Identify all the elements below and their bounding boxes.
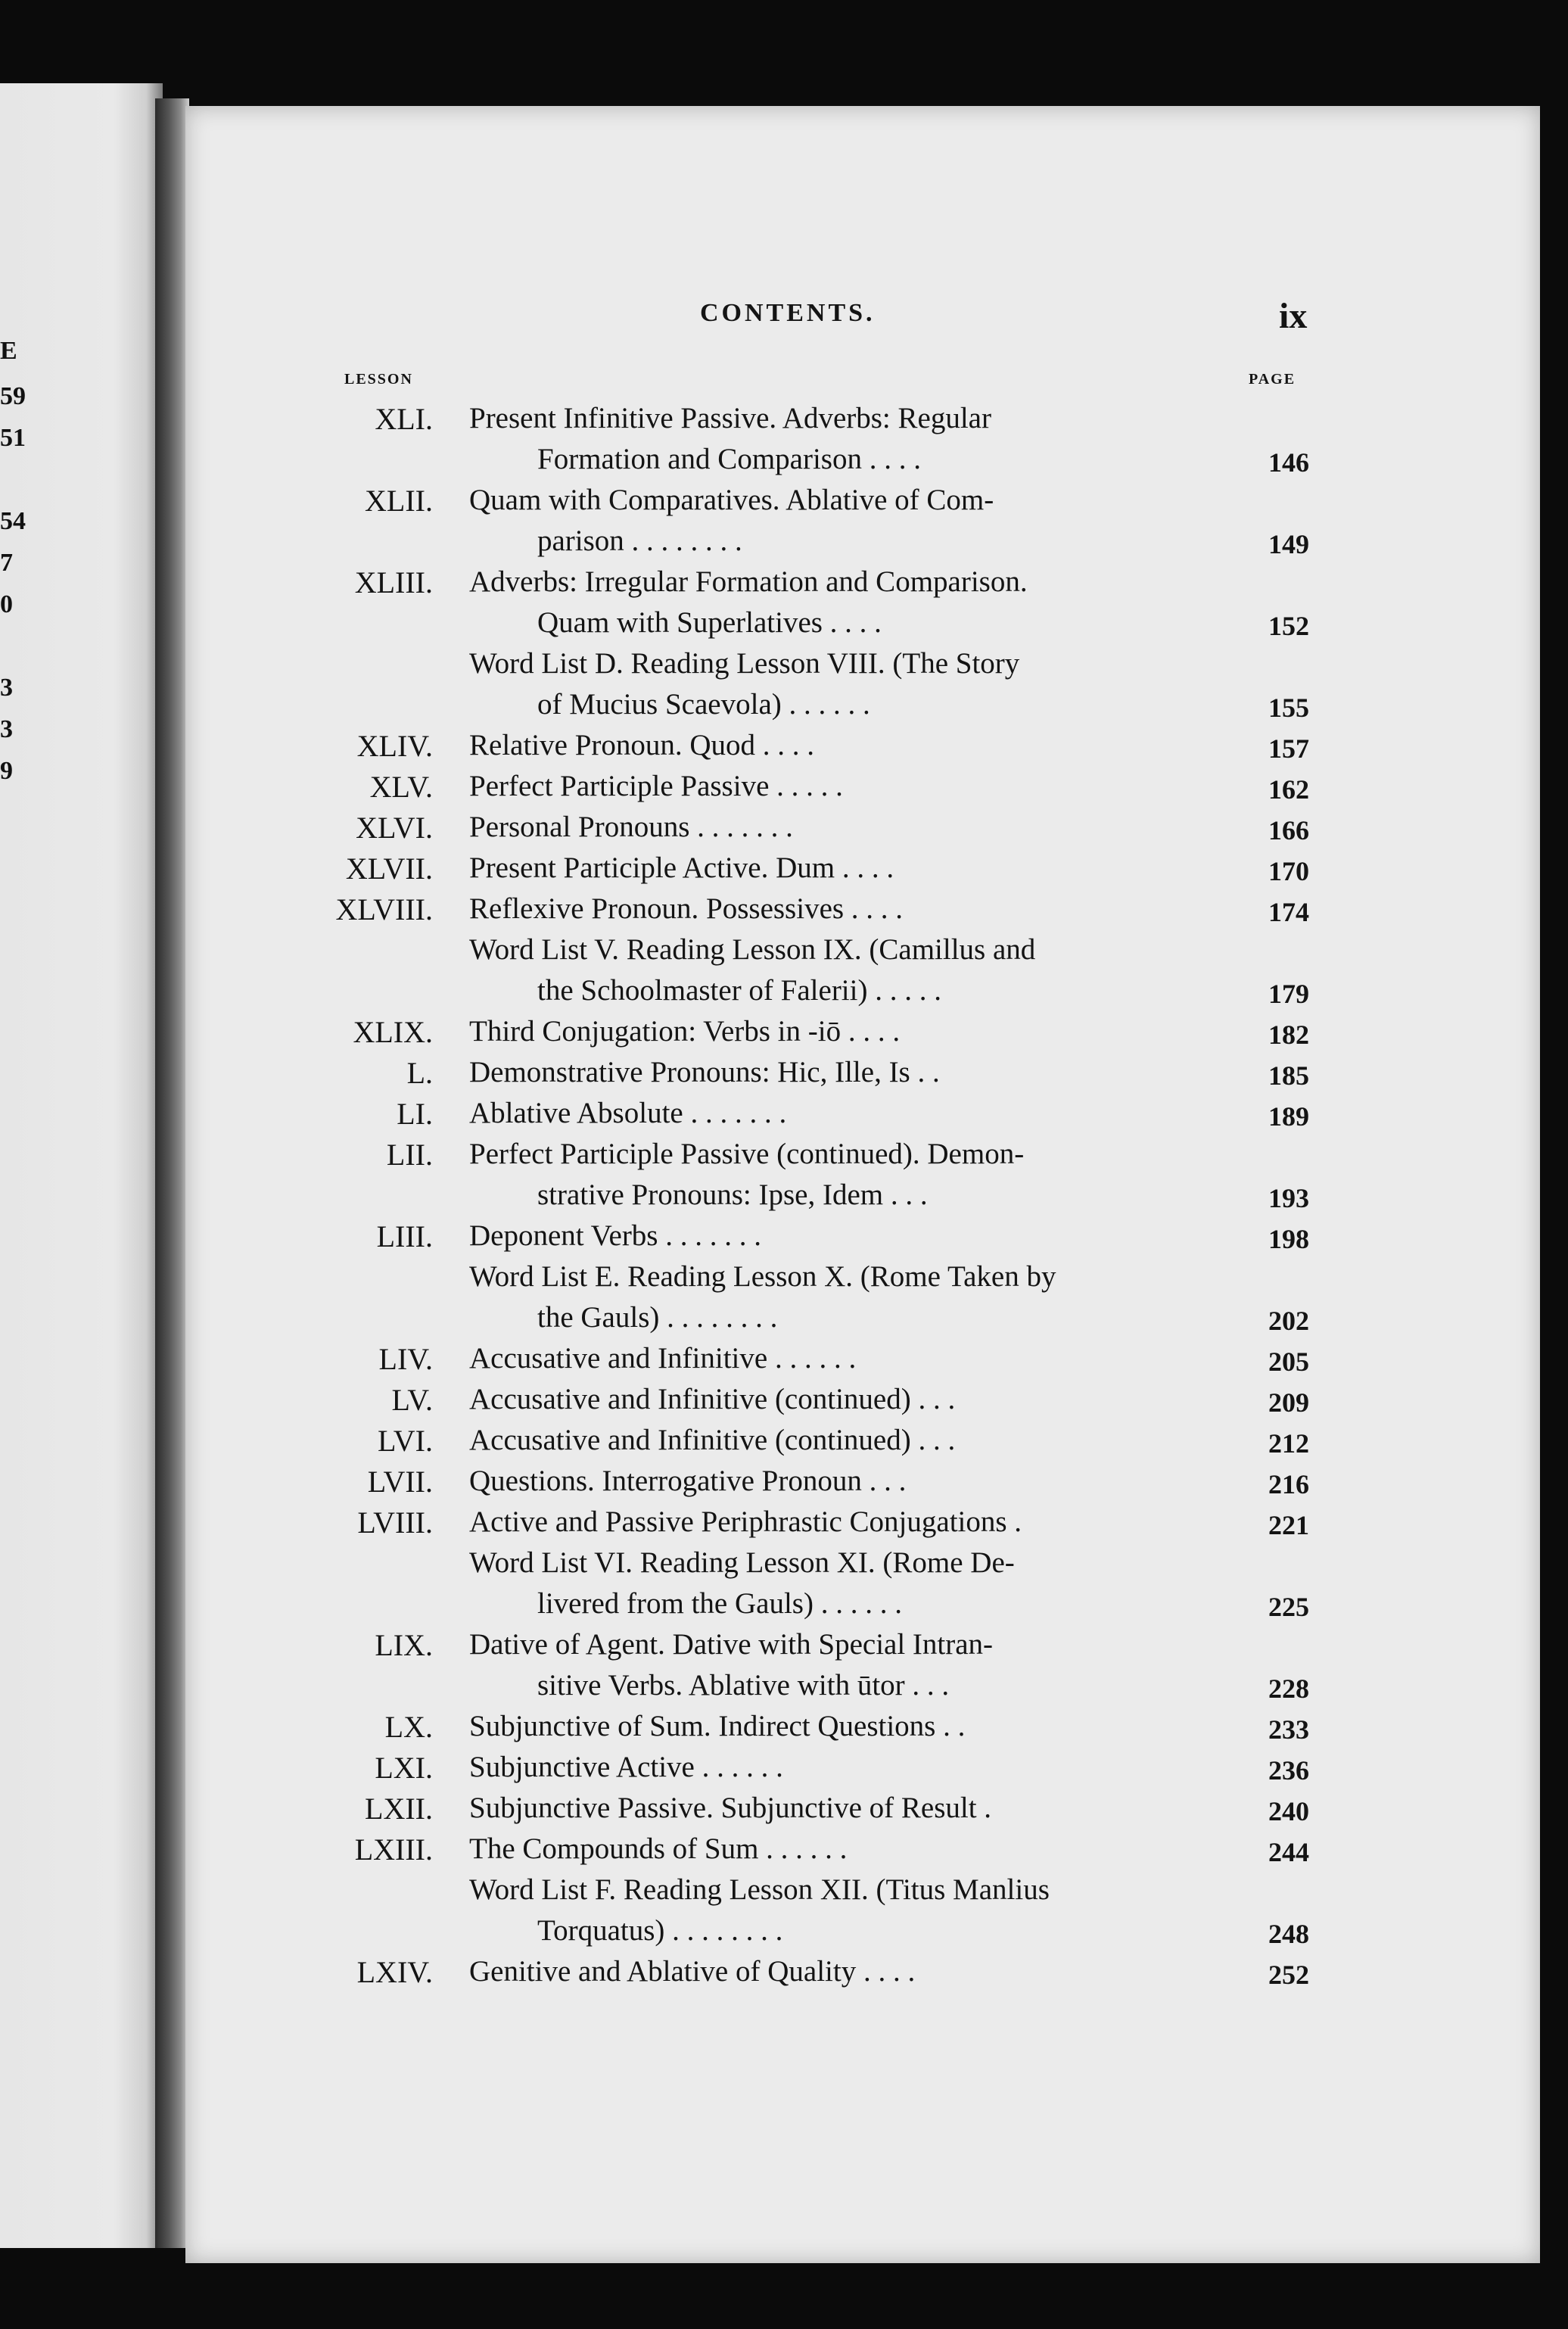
page-reference: 212 <box>1268 1428 1309 1459</box>
lesson-title-line: the Schoolmaster of Falerii) . . . . . <box>537 974 941 1007</box>
toc-line <box>0 933 1568 975</box>
lesson-title-line: The Compounds of Sum . . . . . . <box>469 1832 848 1865</box>
lesson-title-line: Word List E. Reading Lesson X. (Rome Taken by <box>469 1260 1056 1293</box>
page-reference: 225 <box>1268 1592 1309 1622</box>
lesson-number: LIII. <box>376 1219 433 1253</box>
lesson-title-line: Quam with Superlatives . . . . <box>537 606 882 639</box>
toc-line <box>0 1913 1568 1956</box>
lesson-title-line: parison . . . . . . . . <box>537 525 742 557</box>
lesson-number: LI. <box>397 1097 433 1131</box>
toc-line <box>0 401 1568 444</box>
toc-line <box>0 646 1568 689</box>
page-reference: 152 <box>1268 611 1309 641</box>
page-reference: 146 <box>1268 447 1309 478</box>
toc-line <box>0 1464 1568 1506</box>
lesson-title-line: Word List V. Reading Lesson IX. (Camillus and <box>469 933 1036 966</box>
lesson-number: XLVII. <box>345 852 433 886</box>
lesson-title-line: Dative of Agent. Dative with Special Intran- <box>469 1628 994 1661</box>
page-reference: 236 <box>1268 1755 1309 1786</box>
page-reference: 198 <box>1268 1224 1309 1254</box>
toc-line <box>0 1505 1568 1547</box>
toc-line <box>0 973 1568 1016</box>
lesson-title-line: Demonstrative Pronouns: Hic, Ille, Is . . <box>469 1056 940 1088</box>
left-page-fragment: 0 <box>0 590 13 618</box>
toc-line <box>0 1382 1568 1424</box>
lesson-number: LVI. <box>378 1424 433 1458</box>
lesson-title-line: the Gauls) . . . . . . . . <box>537 1301 778 1334</box>
page-reference: 221 <box>1268 1510 1309 1540</box>
left-page-fragment: 7 <box>0 549 13 577</box>
lesson-title-line: Word List VI. Reading Lesson XI. (Rome De- <box>469 1546 1015 1579</box>
lesson-title-line: Subjunctive Active . . . . . . <box>469 1751 783 1783</box>
page-reference: 233 <box>1268 1714 1309 1745</box>
lesson-number: XLVI. <box>356 811 433 845</box>
lesson-title-line: Torquatus) . . . . . . . . <box>537 1914 783 1947</box>
toc-line <box>0 1709 1568 1751</box>
page-reference: 205 <box>1268 1347 1309 1377</box>
toc-line <box>0 1178 1568 1220</box>
toc-line <box>0 1954 1568 1997</box>
left-page-fragment: 59 <box>0 382 26 410</box>
toc-line <box>0 1137 1568 1179</box>
lesson-title-line: Accusative and Infinitive (continued) . . . <box>469 1424 956 1456</box>
page-reference: 244 <box>1268 1837 1309 1867</box>
toc-line <box>0 1832 1568 1874</box>
lesson-title-line: Word List D. Reading Lesson VIII. (The Story <box>469 647 1020 680</box>
toc-line <box>0 1300 1568 1343</box>
lesson-number: LVIII. <box>357 1505 433 1540</box>
toc-line <box>0 1259 1568 1302</box>
page-reference: 228 <box>1268 1674 1309 1704</box>
left-page-fragment: 54 <box>0 507 26 535</box>
toc-line <box>0 1055 1568 1098</box>
lesson-title-line: Formation and Comparison . . . . <box>537 443 921 475</box>
page-reference: 240 <box>1268 1796 1309 1826</box>
lesson-title-line: Perfect Participle Passive (continued). Demon- <box>469 1138 1025 1170</box>
page-reference: 209 <box>1268 1387 1309 1418</box>
lesson-title-line: Present Infinitive Passive. Adverbs: Regular <box>469 402 991 434</box>
toc-line <box>0 565 1568 607</box>
lesson-title-line: livered from the Gauls) . . . . . . <box>537 1587 902 1620</box>
toc-line <box>0 1750 1568 1792</box>
lesson-title-line: Accusative and Infinitive . . . . . . <box>469 1342 857 1375</box>
lesson-number: LXIII. <box>354 1832 433 1867</box>
left-page-fragment: 3 <box>0 715 13 743</box>
toc-line <box>0 728 1568 771</box>
lesson-title-line: Third Conjugation: Verbs in -iō . . . . <box>469 1015 901 1048</box>
left-page-fragment: 3 <box>0 674 13 702</box>
toc-line <box>0 769 1568 811</box>
lesson-number: LXIV. <box>356 1955 433 1989</box>
toc-line <box>0 1668 1568 1711</box>
lesson-number: LXI. <box>375 1751 433 1785</box>
lesson-title-line: strative Pronouns: Ipse, Idem . . . <box>537 1179 928 1211</box>
lesson-title-line: Reflexive Pronoun. Possessives . . . . <box>469 892 904 925</box>
lesson-number: XLIII. <box>354 565 433 599</box>
page-reference: 182 <box>1268 1020 1309 1050</box>
toc-line <box>0 1627 1568 1670</box>
lesson-number: XLI. <box>375 402 433 436</box>
toc-line <box>0 687 1568 730</box>
lesson-title-line: Word List F. Reading Lesson XII. (Titus Manlius <box>469 1873 1050 1906</box>
page-reference: 170 <box>1268 856 1309 886</box>
page-title: CONTENTS. <box>700 299 876 327</box>
lesson-title-line: Accusative and Infinitive (continued) . . . <box>469 1383 956 1415</box>
lesson-title-line: Deponent Verbs . . . . . . . <box>469 1219 761 1252</box>
lesson-number: LX. <box>384 1710 433 1744</box>
lesson-number: LIX. <box>375 1628 433 1662</box>
page-reference: 252 <box>1268 1960 1309 1990</box>
lesson-title-line: Ablative Absolute . . . . . . . <box>469 1097 787 1129</box>
toc-line <box>0 1219 1568 1261</box>
page-reference: 189 <box>1268 1101 1309 1132</box>
toc-line <box>0 1791 1568 1833</box>
toc-line <box>0 1096 1568 1138</box>
lesson-title-line: Questions. Interrogative Pronoun . . . <box>469 1465 907 1497</box>
page-reference: 179 <box>1268 979 1309 1009</box>
toc-line <box>0 442 1568 484</box>
page-reference: 202 <box>1268 1306 1309 1336</box>
lesson-number: L. <box>406 1056 433 1090</box>
lesson-title-line: Genitive and Ablative of Quality . . . . <box>469 1955 916 1988</box>
page-column-label: PAGE <box>1249 371 1296 388</box>
lesson-title-line: Active and Passive Periphrastic Conjugations . <box>469 1505 1022 1538</box>
page-reference: 185 <box>1268 1060 1309 1091</box>
page-reference: 162 <box>1268 774 1309 805</box>
toc-line <box>0 851 1568 893</box>
lesson-number: LV. <box>391 1383 433 1417</box>
toc-line <box>0 1341 1568 1384</box>
lesson-number: XLV. <box>369 770 433 804</box>
lesson-title-line: Adverbs: Irregular Formation and Comparison. <box>469 565 1028 598</box>
toc-line <box>0 524 1568 566</box>
page-reference: 248 <box>1268 1919 1309 1949</box>
left-page-fragment: E <box>0 337 17 365</box>
lesson-number: LVII. <box>367 1465 433 1499</box>
page-reference: 216 <box>1268 1469 1309 1499</box>
page-number: ix <box>1279 296 1308 336</box>
lesson-title-line: Present Participle Active. Dum . . . . <box>469 852 894 884</box>
lesson-number: XLII. <box>365 484 433 518</box>
toc-line <box>0 810 1568 852</box>
page-reference: 193 <box>1268 1183 1309 1213</box>
toc-line <box>0 892 1568 934</box>
lesson-title-line: Subjunctive Passive. Subjunctive of Result . <box>469 1792 992 1824</box>
toc-line <box>0 1423 1568 1465</box>
lesson-title-line: of Mucius Scaevola) . . . . . . <box>537 688 870 721</box>
lesson-title-line: Personal Pronouns . . . . . . . <box>469 811 793 843</box>
page-reference: 174 <box>1268 897 1309 927</box>
page-reference: 155 <box>1268 693 1309 723</box>
lesson-title-line: Relative Pronoun. Quod . . . . <box>469 729 815 761</box>
toc-line <box>0 1014 1568 1057</box>
page-reference: 166 <box>1268 815 1309 845</box>
page-reference: 157 <box>1268 733 1309 764</box>
toc-line <box>0 1873 1568 1915</box>
left-page-fragment: 51 <box>0 424 26 452</box>
lesson-title-line: Quam with Comparatives. Ablative of Com- <box>469 484 994 516</box>
lesson-number: LXII. <box>365 1792 433 1826</box>
lesson-title-line: Perfect Participle Passive . . . . . <box>469 770 843 802</box>
lesson-number: LIV. <box>378 1342 433 1376</box>
lesson-number: XLIX. <box>353 1015 433 1049</box>
left-page-fragment: 9 <box>0 757 13 785</box>
lesson-number: XLVIII. <box>335 892 433 926</box>
toc-line <box>0 1546 1568 1588</box>
toc-line <box>0 606 1568 648</box>
toc-line <box>0 1586 1568 1629</box>
lesson-number: LII. <box>386 1138 433 1172</box>
lesson-number: XLIV. <box>356 729 433 763</box>
toc-line <box>0 483 1568 525</box>
page-reference: 149 <box>1268 529 1309 559</box>
lesson-title-line: Subjunctive of Sum. Indirect Questions . . <box>469 1710 966 1742</box>
lesson-column-label: LESSON <box>344 371 413 388</box>
lesson-title-line: sitive Verbs. Ablative with ūtor . . . <box>537 1669 950 1702</box>
